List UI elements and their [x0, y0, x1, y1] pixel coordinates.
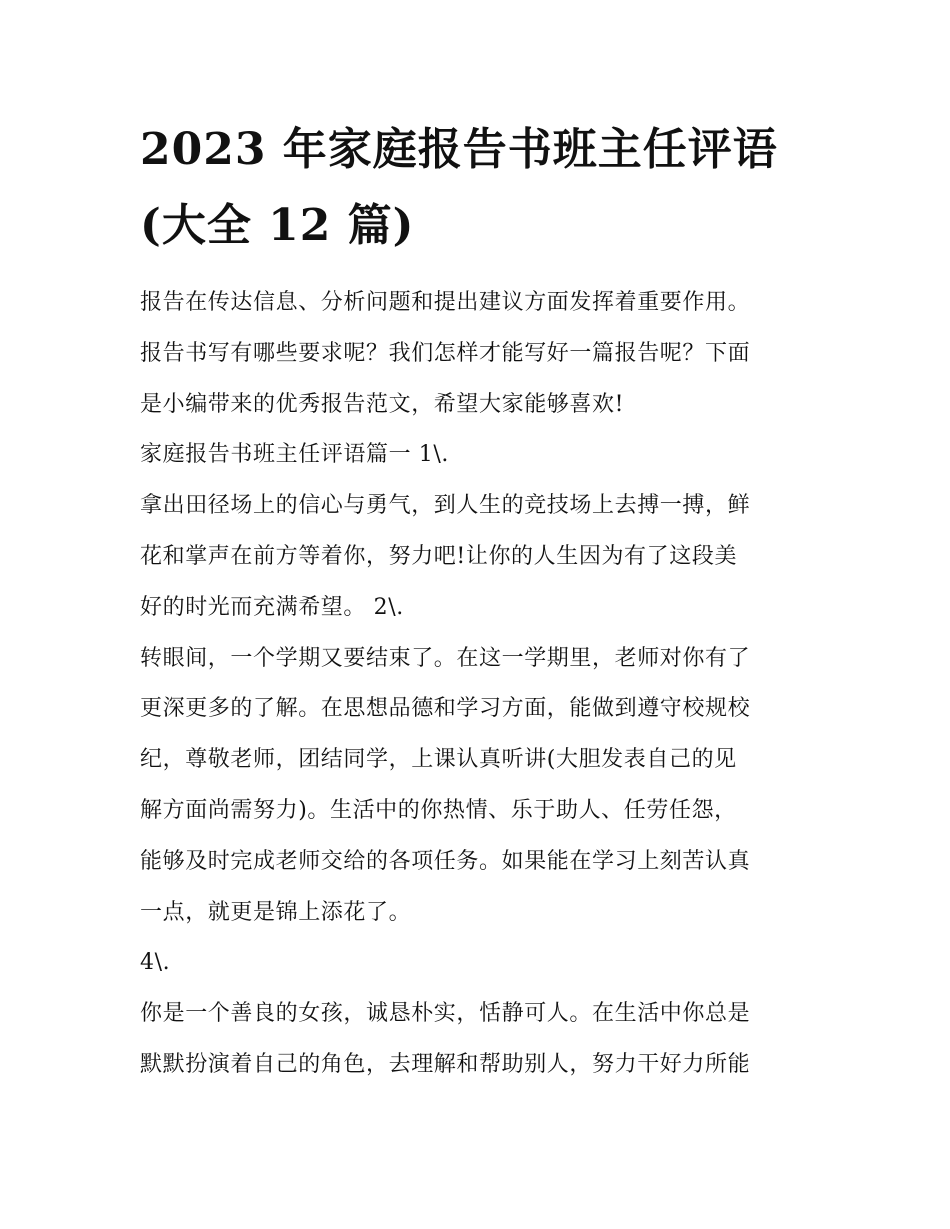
body-line: 拿出田径场上的信心与勇气，到人生的竞技场上去搏一搏，鲜	[140, 493, 751, 519]
body-line: 好的时光而充满希望。 2\.	[140, 594, 404, 620]
body-line: 报告在传达信息、分析问题和提出建议方面发挥着重要作用。	[140, 290, 751, 315]
title-line-1: 2023 年家庭报告书班主任评语	[140, 124, 778, 175]
document-body	[140, 278, 830, 1091]
body-line: 纪，尊敬老师，团结同学，上课认真听讲(大胆发表自己的见	[140, 747, 737, 773]
body-line: 花和掌声在前方等着你，努力吧!让你的人生因为有了这段美	[140, 543, 738, 569]
body-line: 解方面尚需努力)。生活中的你热情、乐于助人、任劳任怨，	[140, 797, 737, 823]
body-line: 默默扮演着自己的角色，去理解和帮助别人，努力干好力所能	[140, 1051, 751, 1077]
body-line: 报告书写有哪些要求呢？我们怎样才能写好一篇报告呢？下面	[140, 340, 751, 366]
body-line: 你是一个善良的女孩，诚恳朴实，恬静可人。在生活中你总是	[140, 1001, 751, 1027]
document-title	[140, 112, 830, 264]
body-line: 一点，就更是锦上添花了。	[140, 899, 412, 925]
body-line: 是小编带来的优秀报告范文，希望大家能够喜欢!	[140, 391, 625, 417]
title-line-2: (大全 12 篇)	[140, 200, 415, 251]
body-line: 能够及时完成老师交给的各项任务。如果能在学习上刻苦认真	[140, 848, 751, 874]
body-line: 转眼间，一个学期又要结束了。在这一学期里，老师对你有了	[140, 645, 751, 671]
body-line: 更深更多的了解。在思想品德和学习方面，能做到遵守校规校	[140, 696, 751, 722]
section-heading: 家庭报告书班主任评语篇一 1\.	[140, 442, 449, 468]
item-number: 4\.	[140, 950, 171, 976]
